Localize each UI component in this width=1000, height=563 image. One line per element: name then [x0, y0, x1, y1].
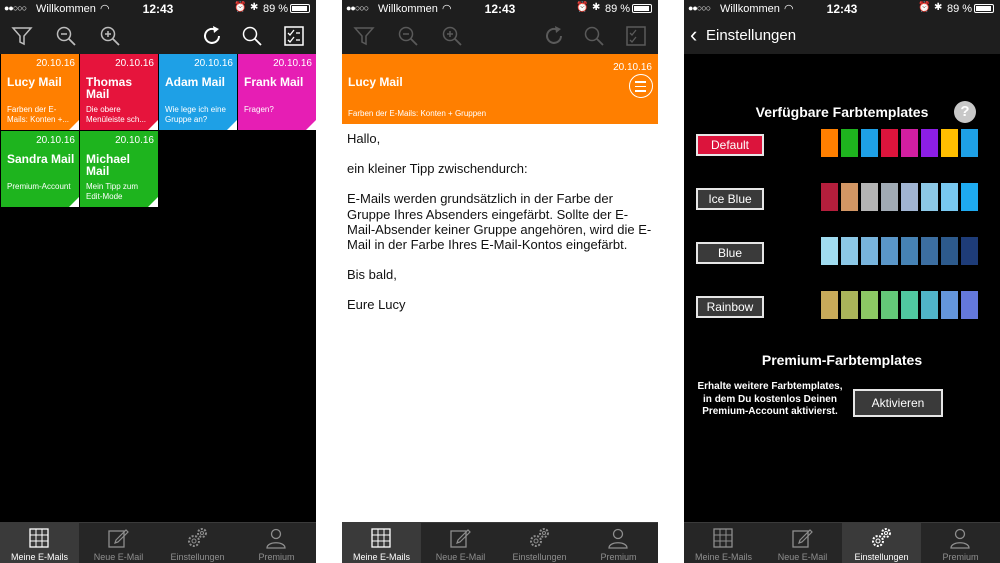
- color-swatch: [861, 129, 878, 157]
- bluetooth-icon: ✱: [250, 2, 259, 13]
- inbox-screen: [0, 0, 316, 563]
- tab-label: Meine E-Mails: [352, 552, 410, 562]
- color-swatch: [961, 183, 978, 211]
- tile-corner-marker: [148, 120, 158, 130]
- battery-icon: [290, 4, 310, 13]
- gears-icon: [528, 527, 550, 549]
- back-chevron-icon[interactable]: ‹: [690, 22, 698, 47]
- mail-header: [342, 54, 658, 124]
- template-button[interactable]: Rainbow: [696, 296, 764, 318]
- template-button[interactable]: Ice Blue: [696, 188, 764, 210]
- mail-toolbar: [0, 18, 316, 54]
- tab-label: Meine E-Mails: [10, 552, 68, 562]
- color-swatch: [961, 291, 978, 319]
- mail-preview: Premium-Account: [7, 182, 71, 191]
- mail-sender: Lucy Mail: [7, 75, 62, 89]
- mail-sender: Adam Mail: [165, 75, 226, 89]
- mail-paragraph: ein kleiner Tipp zwischendurch:: [347, 161, 528, 177]
- help-icon[interactable]: ?: [954, 101, 976, 123]
- color-swatch: [861, 291, 878, 319]
- mail-toolbar: [342, 18, 658, 54]
- mail-tile[interactable]: [238, 54, 316, 130]
- color-swatch: [901, 291, 918, 319]
- mail-date: 20.10.16: [115, 58, 154, 69]
- mail-sender: Sandra Mail: [7, 152, 75, 166]
- mail-detail-screen: [342, 0, 658, 563]
- tab-bar: [0, 522, 316, 563]
- mail-date: 20.10.16: [36, 135, 75, 146]
- color-swatch-row[interactable]: [821, 183, 981, 211]
- grid-icon: [28, 527, 50, 549]
- premium-heading: Premium-Farbtemplates: [761, 352, 923, 368]
- tab-meine-emails[interactable]: [342, 523, 421, 563]
- gears-icon: [870, 527, 892, 549]
- bluetooth-icon: ✱: [934, 2, 943, 13]
- battery-percent: 89 %: [947, 3, 973, 15]
- person-icon: [949, 527, 971, 549]
- color-swatch: [901, 183, 918, 211]
- mail-date: 20.10.16: [613, 62, 652, 73]
- clock: 12:43: [142, 2, 174, 16]
- status-bar: [0, 0, 316, 18]
- carrier-label: Willkommen: [36, 3, 96, 15]
- activate-button[interactable]: Aktivieren: [853, 389, 943, 417]
- settings-nav-bar: [684, 18, 1000, 54]
- tab-neue-email[interactable]: [763, 523, 842, 563]
- battery-percent: 89 %: [263, 3, 289, 15]
- mail-body: [347, 131, 653, 328]
- zoom-in-icon: [440, 24, 464, 48]
- status-bar: [684, 0, 1000, 18]
- mail-subject: Farben der E-Mails: Konten + Gruppen: [348, 109, 487, 118]
- color-swatch: [921, 237, 938, 265]
- template-button[interactable]: Blue: [696, 242, 764, 264]
- mail-paragraph: Bis bald,: [347, 267, 397, 283]
- template-button[interactable]: Default: [696, 134, 764, 156]
- carrier-label: Willkommen: [378, 3, 438, 15]
- tab-label: Neue E-Mail: [777, 552, 828, 562]
- tile-corner-marker: [306, 120, 316, 130]
- tab-neue-email[interactable]: [421, 523, 500, 563]
- color-swatch: [861, 183, 878, 211]
- gears-icon: [186, 527, 208, 549]
- mail-preview: Fragen?: [244, 105, 274, 114]
- refresh-icon[interactable]: [200, 24, 224, 48]
- tile-corner-marker: [69, 120, 79, 130]
- bluetooth-icon: ✱: [592, 2, 601, 13]
- mail-date: 20.10.16: [36, 58, 75, 69]
- mail-tile[interactable]: [80, 131, 158, 207]
- filter-icon: [352, 24, 376, 48]
- tab-meine-emails[interactable]: [684, 523, 763, 563]
- color-swatch: [821, 129, 838, 157]
- signal-indicator: ●●○○○: [346, 3, 369, 13]
- edit-mode-icon[interactable]: [282, 24, 306, 48]
- alarm-icon: ⏰: [576, 2, 589, 13]
- color-swatch: [881, 237, 898, 265]
- alarm-icon: ⏰: [918, 2, 931, 13]
- mail-sender: Thomas Mail: [86, 75, 133, 101]
- compose-icon: [107, 527, 129, 549]
- mail-paragraph: Eure Lucy: [347, 297, 406, 313]
- mail-preview: Die obere Menüleiste sch...: [86, 105, 147, 124]
- color-swatch: [881, 183, 898, 211]
- tab-neue-email[interactable]: [79, 523, 158, 563]
- zoom-out-icon[interactable]: [54, 24, 78, 48]
- compose-icon: [449, 527, 471, 549]
- color-swatch: [881, 129, 898, 157]
- tab-premium[interactable]: [921, 523, 1000, 563]
- mail-sender: Michael Mail: [86, 152, 131, 178]
- back-button-label[interactable]: Einstellungen: [706, 27, 797, 44]
- search-icon[interactable]: [240, 24, 264, 48]
- tab-einstellungen[interactable]: [158, 523, 237, 563]
- tab-meine-emails[interactable]: [0, 523, 79, 563]
- signal-indicator: ●●○○○: [688, 3, 711, 13]
- mail-tile[interactable]: [80, 54, 158, 130]
- color-swatch: [921, 129, 938, 157]
- color-swatch: [961, 237, 978, 265]
- filter-icon[interactable]: [10, 24, 34, 48]
- color-swatch: [841, 237, 858, 265]
- color-swatch: [841, 129, 858, 157]
- color-swatch-row[interactable]: [821, 237, 981, 265]
- settings-screen: [684, 0, 1000, 563]
- refresh-icon: [542, 24, 566, 48]
- mail-tile[interactable]: [159, 54, 237, 130]
- mail-tile[interactable]: [1, 131, 79, 207]
- tab-einstellungen[interactable]: [500, 523, 579, 563]
- color-swatch: [921, 183, 938, 211]
- color-swatch: [941, 237, 958, 265]
- tab-label: Meine E-Mails: [694, 552, 752, 562]
- tab-premium[interactable]: [579, 523, 658, 563]
- mail-date: 20.10.16: [273, 58, 312, 69]
- alarm-icon: ⏰: [234, 2, 247, 13]
- mail-date: 20.10.16: [115, 135, 154, 146]
- color-swatch-row[interactable]: [821, 129, 981, 157]
- color-swatch: [921, 291, 938, 319]
- tile-corner-marker: [227, 120, 237, 130]
- wifi-icon: ◠: [442, 3, 452, 15]
- person-icon: [607, 527, 629, 549]
- mail-date: 20.10.16: [194, 58, 233, 69]
- status-bar: [342, 0, 658, 18]
- battery-icon: [974, 4, 994, 13]
- color-swatch: [901, 129, 918, 157]
- premium-description: Erhalte weitere Farbtemplates, in dem Du kostenlos Deinen Premium-Account aktivierst.: [697, 381, 843, 417]
- grid-icon: [370, 527, 392, 549]
- color-swatch: [841, 183, 858, 211]
- mail-preview: Farben der E-Mails: Konten +...: [7, 105, 70, 124]
- person-icon: [265, 527, 287, 549]
- tab-bar: [684, 522, 1000, 563]
- edit-mode-icon: [624, 24, 648, 48]
- mail-tile[interactable]: [1, 54, 79, 130]
- color-swatch: [821, 183, 838, 211]
- clock: 12:43: [826, 2, 858, 16]
- zoom-in-icon[interactable]: [98, 24, 122, 48]
- tab-label: Einstellungen: [512, 552, 567, 562]
- tab-label: Neue E-Mail: [435, 552, 486, 562]
- wifi-icon: ◠: [100, 3, 110, 15]
- color-swatch: [861, 237, 878, 265]
- signal-indicator: ●●○○○: [4, 3, 27, 13]
- tab-bar: [342, 522, 658, 563]
- compose-icon: [791, 527, 813, 549]
- mail-sender: Lucy Mail: [348, 75, 403, 89]
- mail-paragraph: E-Mails werden grundsätzlich in der Farbe der Gruppe Ihres Absenders eingefärbt. Sollte der E-Mail-Absender keiner Gruppe angehören, wird die E-Mail in der Farbe Ihres E-Mail-Kontos eingefärbt.: [347, 191, 652, 253]
- color-swatch: [941, 291, 958, 319]
- color-swatch: [841, 291, 858, 319]
- tab-label: Einstellungen: [170, 552, 225, 562]
- templates-heading: Verfügbare Farbtemplates: [755, 104, 929, 120]
- tab-label: Einstellungen: [854, 552, 909, 562]
- battery-icon: [632, 4, 652, 13]
- tab-label: Premium: [942, 552, 979, 562]
- color-swatch: [821, 291, 838, 319]
- tab-premium[interactable]: [237, 523, 316, 563]
- tab-label: Premium: [600, 552, 637, 562]
- color-swatch: [941, 183, 958, 211]
- menu-icon[interactable]: [629, 74, 653, 98]
- mail-preview: Mein Tipp zum Edit-Mode: [86, 182, 139, 201]
- mail-preview: Wie lege ich eine Gruppe an?: [165, 105, 226, 124]
- carrier-label: Willkommen: [720, 3, 780, 15]
- grid-icon: [712, 527, 734, 549]
- color-swatch: [961, 129, 978, 157]
- tile-corner-marker: [69, 197, 79, 207]
- zoom-out-icon: [396, 24, 420, 48]
- tab-label: Neue E-Mail: [93, 552, 144, 562]
- search-icon: [582, 24, 606, 48]
- clock: 12:43: [484, 2, 516, 16]
- color-swatch: [821, 237, 838, 265]
- tile-corner-marker: [148, 197, 158, 207]
- wifi-icon: ◠: [784, 3, 794, 15]
- color-swatch: [881, 291, 898, 319]
- color-swatch: [901, 237, 918, 265]
- battery-percent: 89 %: [605, 3, 631, 15]
- color-swatch: [941, 129, 958, 157]
- mail-sender: Frank Mail: [244, 75, 304, 89]
- mail-paragraph: Hallo,: [347, 131, 381, 146]
- tab-label: Premium: [258, 552, 295, 562]
- tab-einstellungen[interactable]: [842, 523, 921, 563]
- color-swatch-row[interactable]: [821, 291, 981, 319]
